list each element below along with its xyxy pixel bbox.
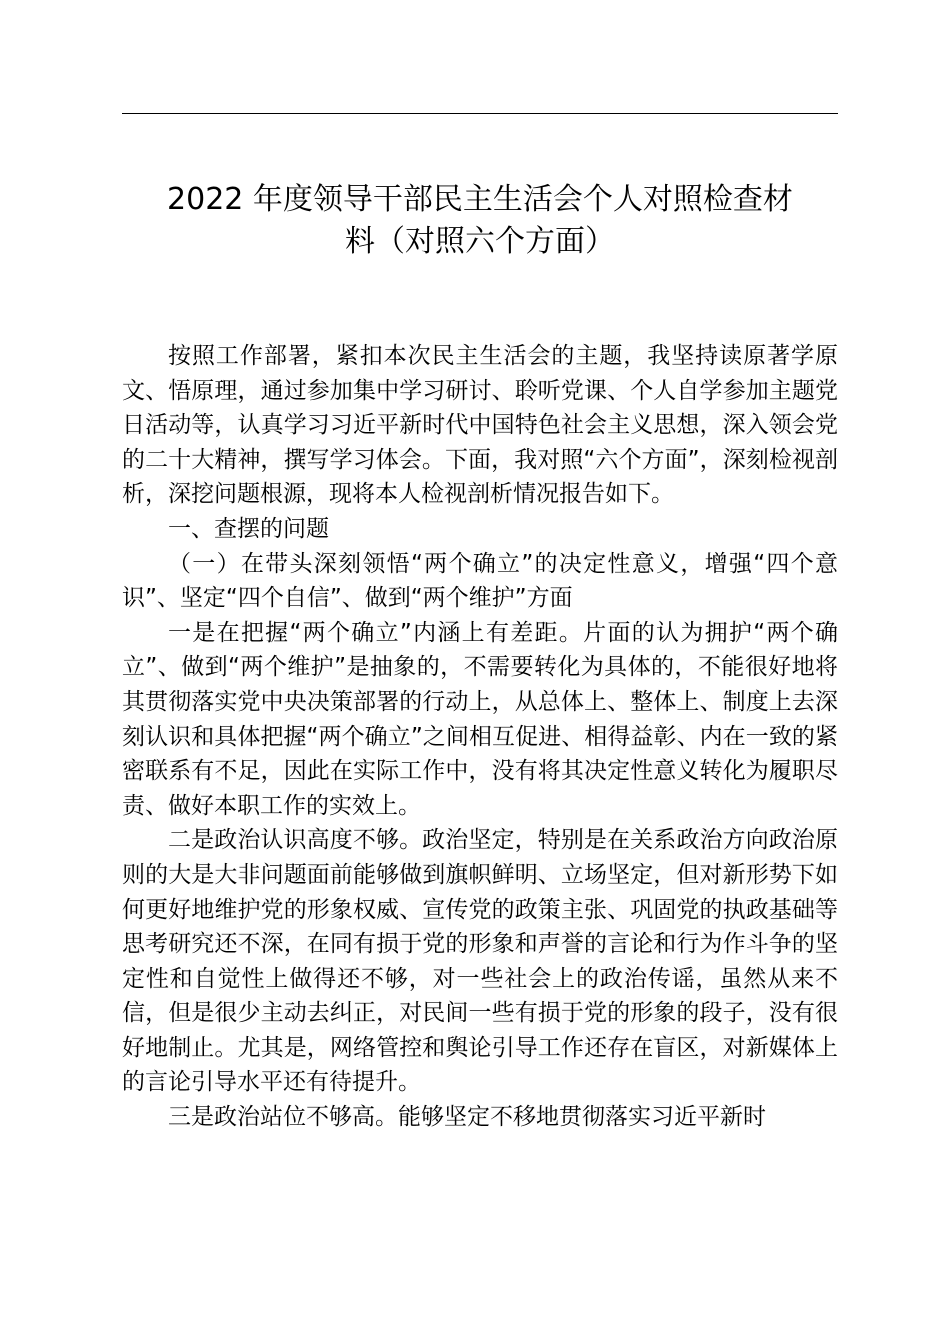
header-rule (122, 113, 838, 114)
body-paragraph: 三是政治站位不够高。能够坚定不移地贯彻落实习近平新时 (168, 1104, 766, 1131)
body-paragraph: 一是在把握“两个确立”内涵上有差距。片面的认为拥护“两个确立”、做到“两个维护”是抽象的，不需要转化为具体的，不能很好地将其贯彻落实党中央决策部署的行动上，从总体上、整体上、制度上去深刻认识和具体把握“两个确立”之间相互促进、相得益彰、内在一致的紧密联系有不足，因此在实际工作中，没有将其决定性意义转化为履职尽责、做好本职工作的实效上。 (122, 619, 838, 819)
section-heading: 一、查摆的问题 (168, 515, 329, 542)
subsection-heading: （一）在带头深刻领悟“两个确立”的决定性意义，增强“四个意识”、坚定“四个自信”、做到“两个维护”方面 (122, 550, 838, 612)
document-body (122, 339, 838, 1135)
document-title-line-2: 料（对照六个方面） (345, 224, 615, 259)
document-title-line-1: 2022 年度领导干部民主生活会个人对照检查材 (167, 182, 793, 217)
body-paragraph: 二是政治认识高度不够。政治坚定，特别是在关系政治方向政治原则的大是大非问题面前能够做到旗帜鲜明、立场坚定，但对新形势下如何更好地维护党的形象权威、宣传党的政策主张、巩固党的执政基础等思考研究还不深，在同有损于党的形象和声誉的言论和行为作斗争的坚定性和自觉性上做得还不够，对一些社会上的政治传谣，虽然从来不信，但是很少主动去纠正，对民间一些有损于党的形象的段子，没有很好地制止。尤其是，网络管控和舆论引导工作还存在盲区，对新媒体上的言论引导水平还有待提升。 (122, 827, 838, 1096)
intro-paragraph: 按照工作部署，紧扣本次民主生活会的主题，我坚持读原著学原文、悟原理，通过参加集中学习研讨、聆听党课、个人自学参加主题党日活动等，认真学习习近平新时代中国特色社会主义思想，深入领会党的二十大精神，撰写学习体会。下面，我对照“六个方面”，深刻检视剖析，深挖问题根源，现将本人检视剖析情况报告如下。 (122, 343, 838, 508)
